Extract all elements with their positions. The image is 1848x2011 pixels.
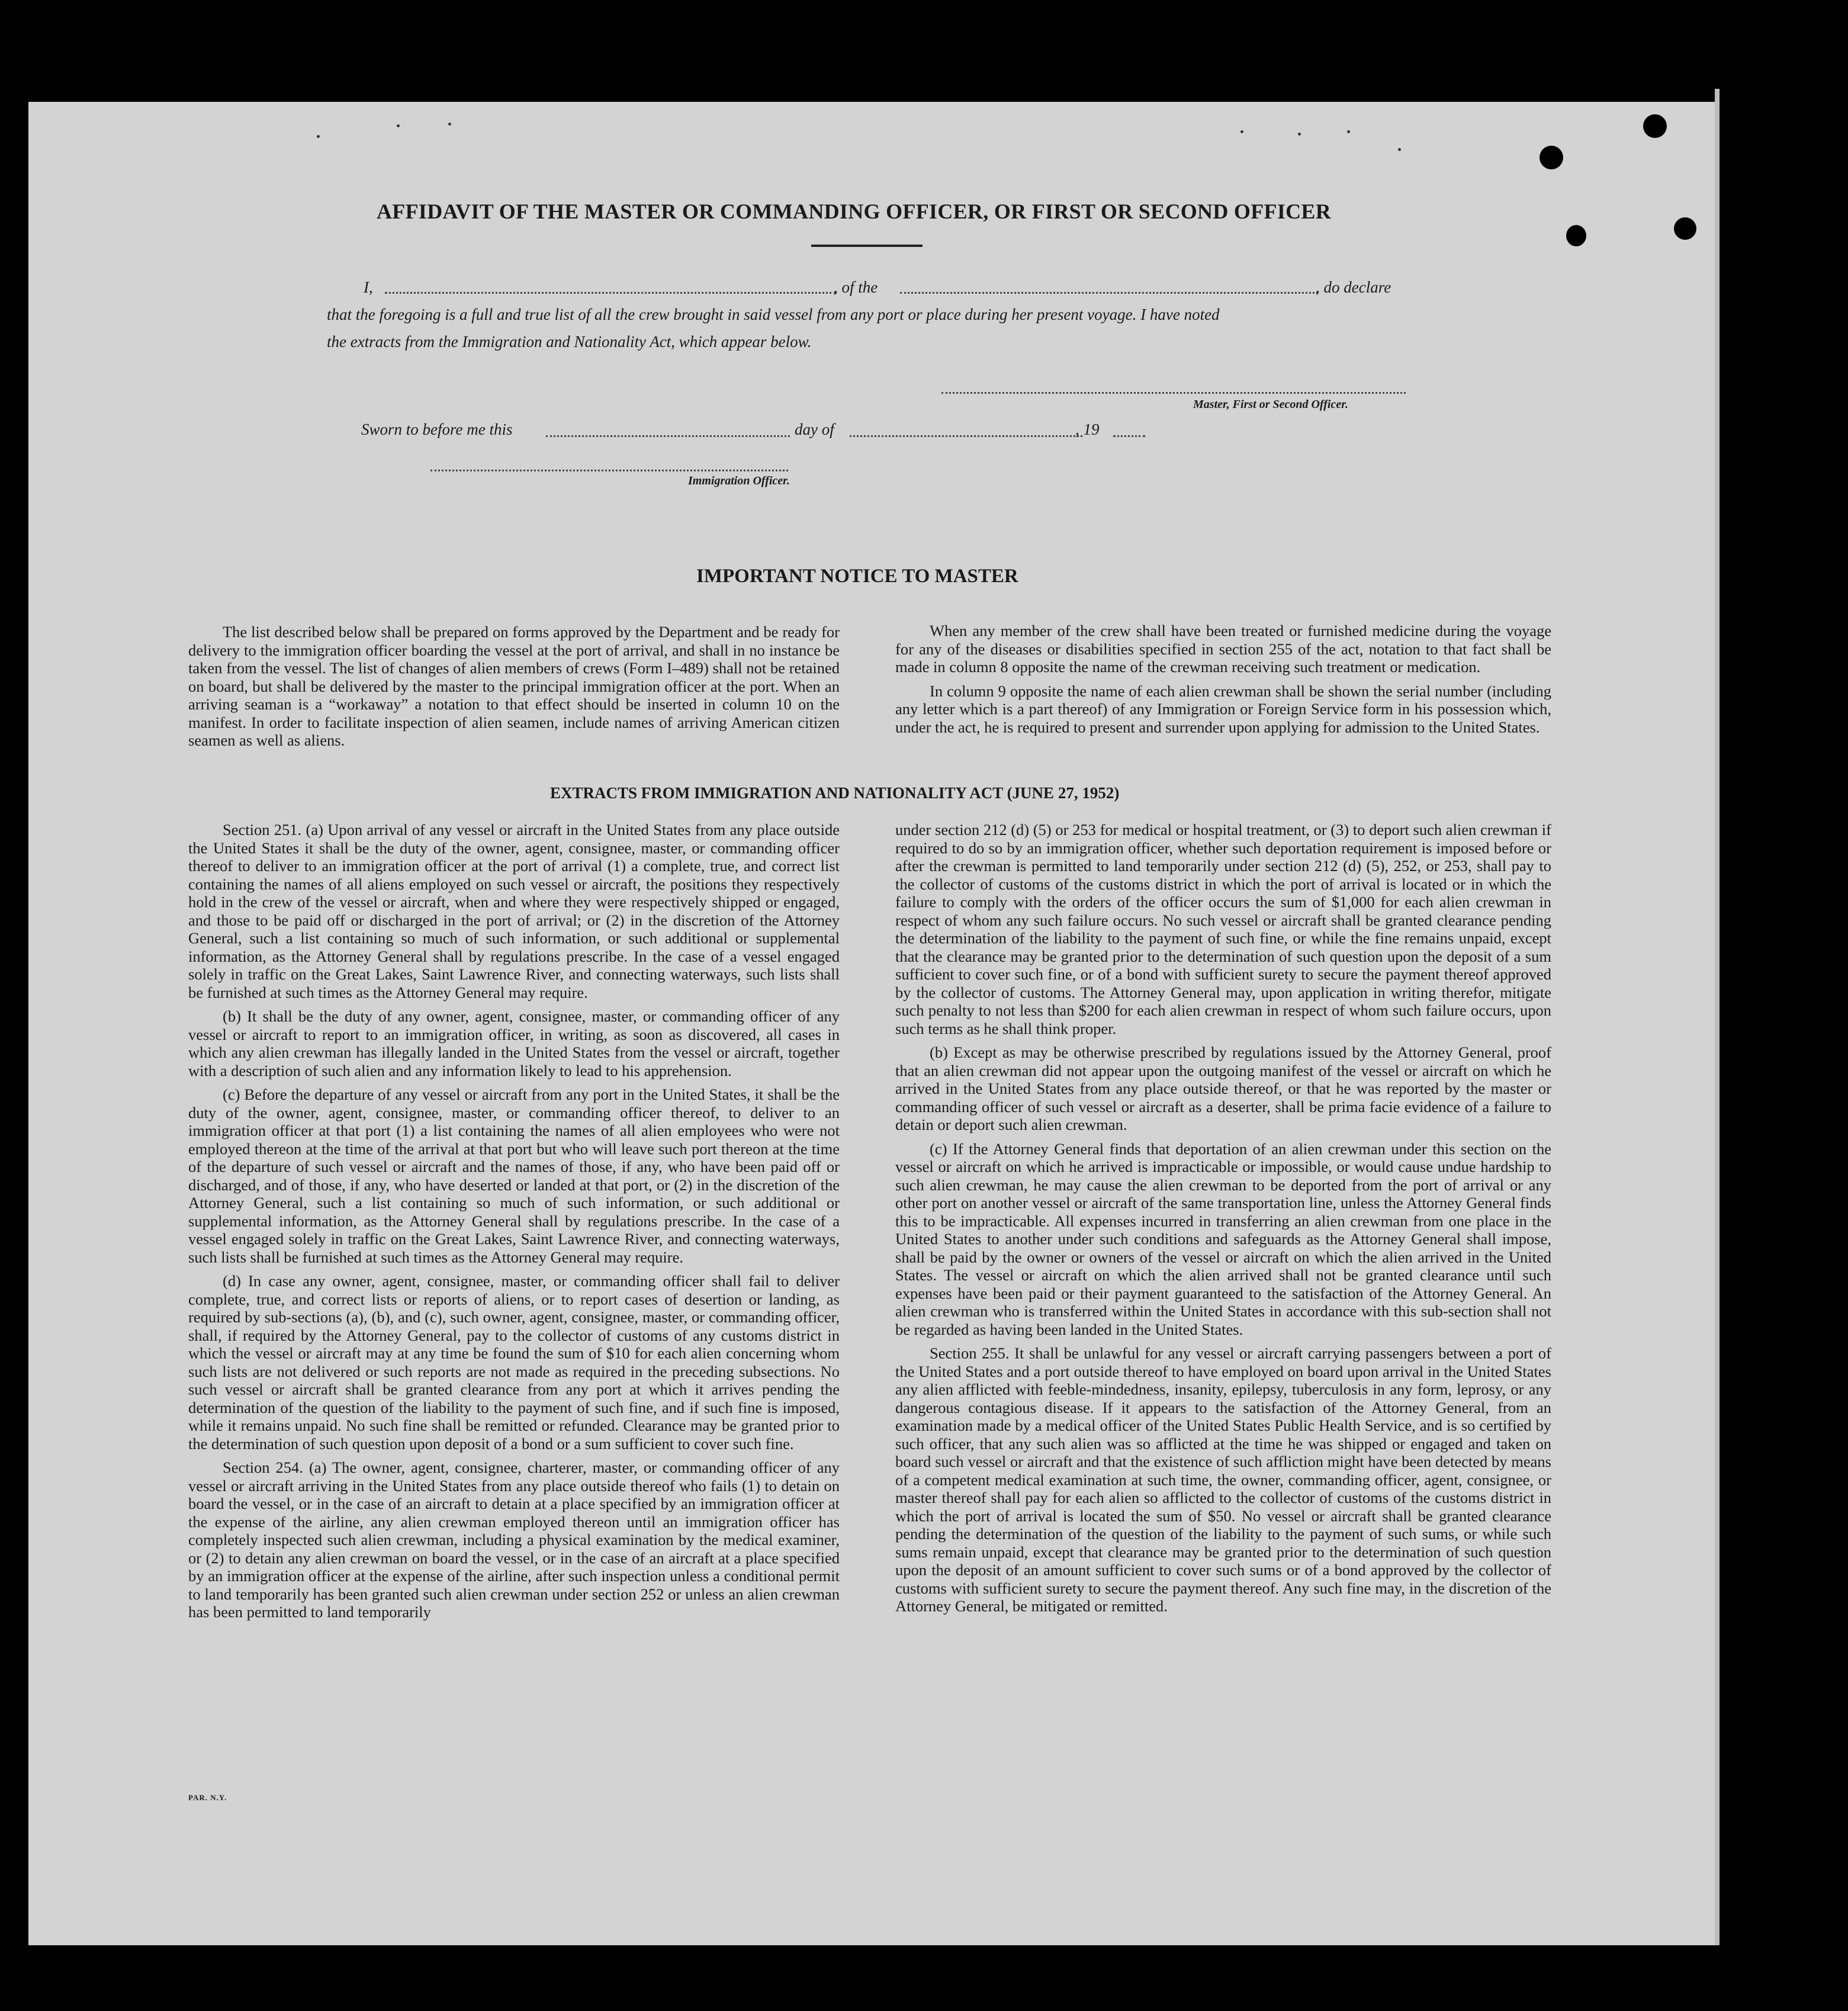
speck xyxy=(448,123,451,126)
speck xyxy=(1240,130,1243,133)
affidavit-line-2: that the foregoing is a full and true list of all the crew brought in said vessel from any port or place during her present voyage. I have noted xyxy=(327,306,1220,323)
affidavit-title: AFFIDAVIT OF THE MASTER OR COMMANDING OFFICER, OR FIRST OR SECOND OFFICER xyxy=(377,200,1332,223)
affidavit-line-3: the extracts from the Immigration and Nationality Act, which appear below. xyxy=(327,333,812,351)
section-paragraph: (b) It shall be the duty of any owner, agent, consignee, master, or commanding officer of any vessel or aircraft to report to an immigration officer, in writing, as soon as discovered, all cases in which any alien crewman has illegally landed in the United States from the vessel or aircraft, together with a description of such alien and any information likely to lead to his apprehension. xyxy=(188,1007,840,1080)
speck xyxy=(1298,133,1301,136)
notice-paragraph: In column 9 opposite the name of each alien crewman shall be shown the serial number (including any letter which is a part thereof) of any Immigration or Foreign Service form in his possession which, under the act, he is required to present and surrender upon applying for admission to the United States. xyxy=(895,682,1551,736)
of-the-label: , of the xyxy=(834,278,878,296)
section-paragraph: Section 254. (a) The owner, agent, consignee, charterer, master, or commanding officer of any vessel or aircraft arriving in the United States from any place outside thereof who fails (1) to detain on board the vessel, or in the case of an aircraft to detain at a place specified by an immigration officer at the expense of the airline, any alien crewman employed thereon until an immigration officer has completely inspected such alien crewman, including a physical examination by the medical examiner, or (2) to detain any alien crewman on board the vessel, or in the case of an aircraft at a place specified by an immigration officer at the expense of the airline, after such inspection unless a conditional permit to land temporarily has been granted such alien crewman under section 252 or unless an alien crewman has been permitted to land temporarily xyxy=(188,1459,840,1621)
extracts-title: EXTRACTS FROM IMMIGRATION AND NATIONALITY ACT (JUNE 27, 1952) xyxy=(550,784,1120,802)
speck xyxy=(397,124,400,127)
punch-hole xyxy=(1566,225,1586,246)
immigration-officer-signature-line[interactable] xyxy=(430,470,788,471)
year-field-line[interactable] xyxy=(1113,435,1145,437)
sworn-day-field-line[interactable] xyxy=(546,435,790,437)
sworn-month-field-line[interactable] xyxy=(850,435,1082,437)
notice-title: IMPORTANT NOTICE TO MASTER xyxy=(696,566,1018,587)
master-signature-label: Master, First or Second Officer. xyxy=(1193,398,1348,411)
section-paragraph: (d) In case any owner, agent, consignee, master, or commanding officer shall fail to deliver complete, true, and correct lists or reports of aliens, or to report cases of desertion or landing, as required by sub-sections (a), (b), and (c), such owner, agent, consignee, master, or commanding officer, shall, if required by the Attorney General, pay to the collector of customs of any customs district in which the vessel or aircraft may at any time be found the sum of $10 for each alien concerning whom such lists are not delivered or such reports are not made as required in the preceding subsections. No such vessel or aircraft shall be granted clearance from any port at which it arrives pending the determination of the question of the liability to the payment of such fine, and if such fine is imposed, while it remains unpaid. No such fine shall be remitted or refunded. Clearance may be granted prior to the determination of such question upon deposit of a bond or a sum sufficient to cover such fine. xyxy=(188,1272,840,1453)
title-rule xyxy=(811,245,923,247)
notice-paragraph: When any member of the crew shall have been treated or furnished medicine during the voyage for any of the diseases or disabilities specified in section 255 of the act, notation to that fact shall be made in column 8 opposite the name of the crewman receiving such treatment or medication. xyxy=(895,622,1551,676)
notice-paragraph: The list described below shall be prepared on forms approved by the Department and be ready for delivery to the immigration officer boarding the vessel at the port of arrival, and shall in no instance be taken from the vessel. The list of changes of alien members of crews (Form I–489) shall not be retained on board, but shall be delivered by the master to the principal immigration officer at the port. When an arriving seaman is a “workaway” a notation to that effect should be inserted in column 10 on the manifest. In order to facilitate inspection of alien seamen, include names of arriving American citizen seamen as well as aliens. xyxy=(188,623,840,749)
notice-right-column xyxy=(895,622,1551,742)
sworn-label: Sworn to before me this xyxy=(361,420,513,438)
vessel-field-line[interactable] xyxy=(900,292,1318,294)
master-signature-line[interactable] xyxy=(941,392,1406,394)
notice-left-column xyxy=(188,623,840,756)
speck xyxy=(1398,148,1401,151)
punch-hole xyxy=(1674,217,1696,240)
section-paragraph: Section 255. It shall be unlawful for any vessel or aircraft carrying passengers between a port of the United States and a port outside thereof to have employed on board upon arrival in the United States any alien afflicted with feeble-mindedness, insanity, epilepsy, tuberculosis in any form, leprosy, or any dangerous contagious disease. If it appears to the satisfaction of the Attorney General, from an examination made by a medical officer of the United States Public Health Service, and is so certified by such officer, that any such alien was so afflicted at the time he was shipped or engaged and taken on board such vessel or aircraft and that the existence of such affliction might have been detected by means of a competent medical examination at such time, the owner, commanding officer, agent, consignee, or master thereof shall pay for each alien so afflicted to the collector of customs of the customs district in which the port of arrival is located the sum of $50. No vessel or aircraft shall be granted clearance pending the determination of the question of the liability to the payment of such sums, or while such sums remain unpaid, except that clearance may be granted prior to the determination of such question upon the deposit of an amount sufficient to cover such sums or of a bond approved by the collector of customs with sufficient surety to secure the payment thereof. Any such fine may, in the discretion of the Attorney General, be mitigated or remitted. xyxy=(895,1344,1551,1615)
extracts-left-column xyxy=(188,821,840,1627)
day-of-label: day of xyxy=(795,420,834,438)
do-declare-label: , do declare xyxy=(1316,278,1391,296)
section-paragraph: (c) If the Attorney General finds that deportation of an alien crewman under this section on the vessel or aircraft on which he arrived is impracticable or impossible, or would cause undue hardship to such alien crewman, he may cause the alien crewman to be deported from the port of arrival or any other port on another vessel or aircraft of the same transportation line, unless the Attorney General finds this to be impracticable. All expenses incurred in transferring an alien crewman from one place in the United States to another under such conditions and safeguards as the Attorney General shall impose, shall be paid by the owner or owners of the vessel or aircraft on which the alien arrived in the United States. The vessel or aircraft on which the alien arrived shall not be granted clearance until such expenses have been paid or their payment guaranteed to the satisfaction of the Attorney General. An alien crewman who is transferred within the United States in accordance with this sub-section shall not be regarded as having been landed in the United States. xyxy=(895,1139,1551,1338)
speck xyxy=(1347,130,1350,133)
section-paragraph: (b) Except as may be otherwise prescribed by regulations issued by the Attorney General, proof that an alien crewman did not appear upon the outgoing manifest of the vessel or aircraft on which he arrived in the United States from any place outside thereof, or that he was reported by the master or commanding officer of such vessel or aircraft as a deserter, shall be prima facie evidence of a failure to detain or deport such alien crewman. xyxy=(895,1043,1551,1133)
section-paragraph: under section 212 (d) (5) or 253 for medical or hospital treatment, or (3) to deport such alien crewman if required to do so by an immigration officer, whether such deportation requirement is imposed before or after the crewman is permitted to land temporarily under section 212 (d) (5), 252, or 253, shall pay to the collector of customs of the customs district in which the port of arrival is located or in which the failure to comply with the orders of the officer occurs the sum of $1,000 for each alien crewman in respect of whom any such failure occurs. No such vessel or aircraft shall be granted clearance pending the determination of the liability to the payment of such fine, or while the fine remains unpaid, except that the clearance may be granted prior to the determination of such question upon the deposit of a sum sufficient to cover such fine, or of a bond with sufficient surety to secure the payment thereof approved by the collector of customs. The Attorney General may, upon application in writing therefor, mitigate such penalty to not less than $200 for each alien crewman in respect of whom such failure occurs, upon such terms as he shall think proper. xyxy=(895,821,1551,1037)
page-edge xyxy=(1715,89,1720,1945)
punch-hole xyxy=(1643,114,1667,138)
speck xyxy=(317,135,320,138)
i-label: I, xyxy=(364,278,373,296)
section-paragraph: Section 251. (a) Upon arrival of any vessel or aircraft in the United States from any place outside the United States it shall be the duty of the owner, agent, consignee, master, or commanding officer thereof to deliver to an immigration officer at the port of arrival (1) a complete, true, and correct list containing the names of all aliens employed on such vessel or aircraft, the positions they respectively hold in the crew of the vessel or aircraft, when and where they were respectively shipped or engaged, and those to be paid off or discharged in the port of arrival; or (2) in the discretion of the Attorney General, such a list containing so much of such information, or such additional or supplemental information, as the Attorney General shall by regulations prescribe. In the case of a vessel engaged solely in traffic on the Great Lakes, Saint Lawrence River, and connecting waterways, such lists shall be furnished at such times as the Attorney General may require. xyxy=(188,821,840,1001)
printer-code: PAR. N.Y. xyxy=(188,1793,227,1802)
immigration-officer-label: Immigration Officer. xyxy=(688,474,790,487)
punch-hole xyxy=(1540,146,1563,169)
extracts-right-column xyxy=(895,821,1551,1621)
year-label: , 19 xyxy=(1075,420,1100,438)
section-paragraph: (c) Before the departure of any vessel or aircraft from any port in the United States, it shall be the duty of the owner, agent, consignee, master, or commanding officer thereof, to deliver to an immigration officer at that port (1) a list containing the names of all alien employees who were not employed thereon at the time of the arrival at that port but who will leave such port thereon at the time of the departure of such vessel or aircraft and the names of those, if any, who have been paid off or discharged, and of those, if any, who have deserted or landed at that port, or (2) in the discretion of the Attorney General, such a list containing so much of such information, or such additional or supplemental information, as the Attorney General shall by regulations prescribe. In the case of a vessel engaged solely in traffic on the Great Lakes, Saint Lawrence River, and connecting waterways, such lists shall be furnished at such times as the Attorney General may require. xyxy=(188,1085,840,1266)
name-field-line[interactable] xyxy=(385,292,836,294)
